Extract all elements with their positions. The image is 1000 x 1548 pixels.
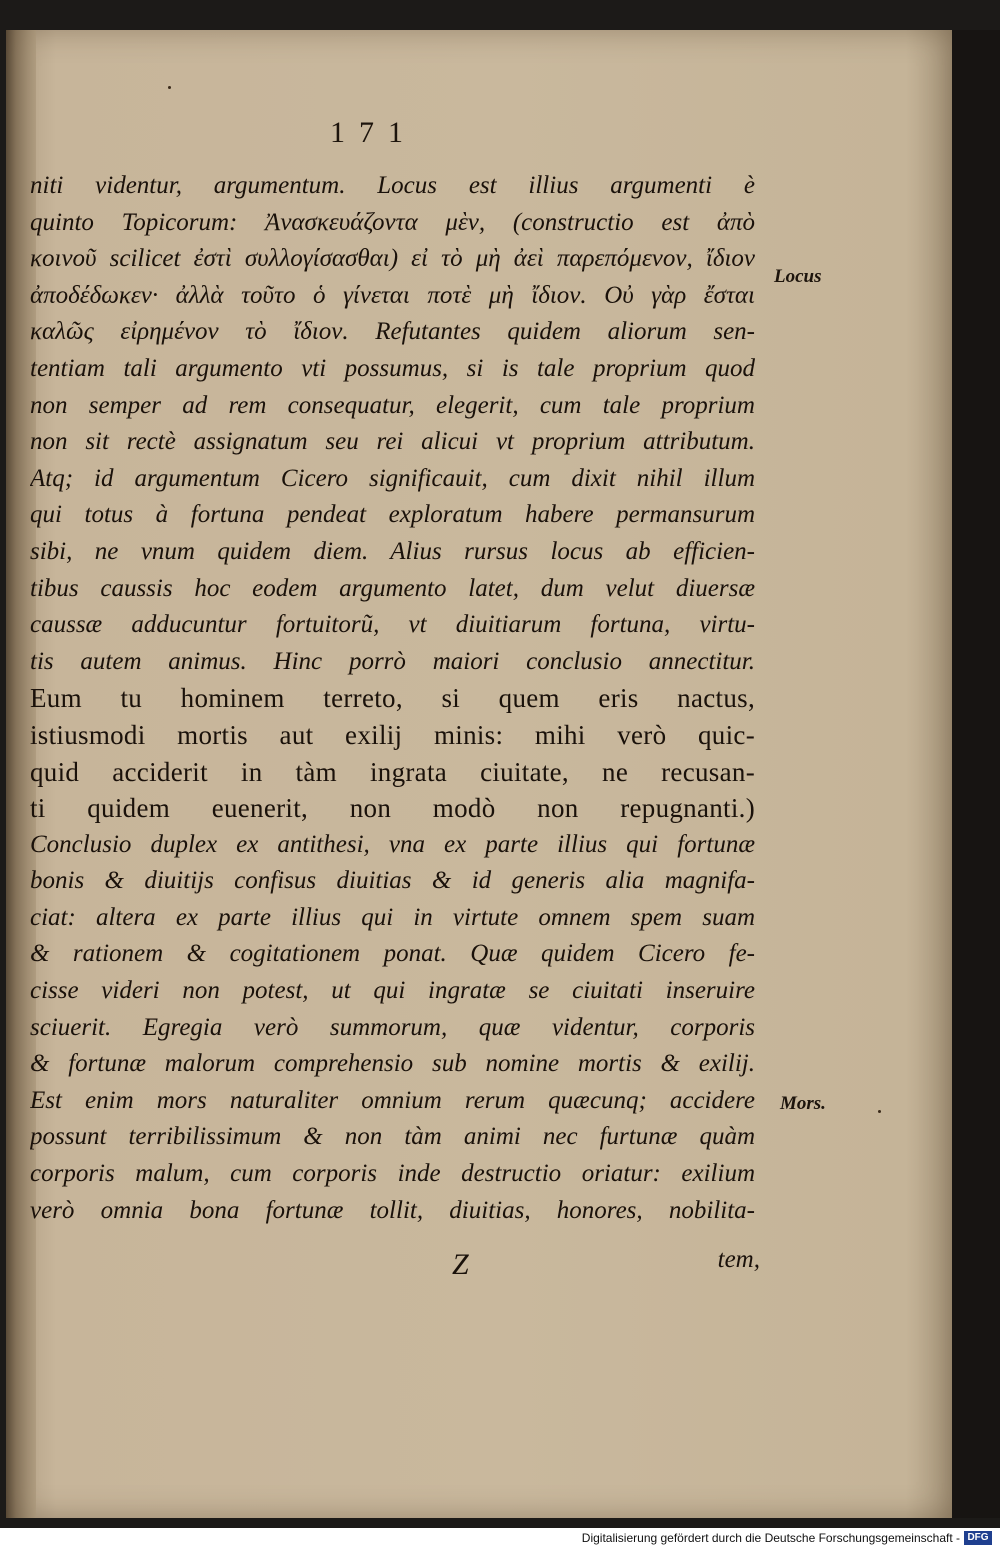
margin-note-locus: Locus [774,266,822,287]
text-line: istiusmodi mortis aut exilij minis: mihi verò quic- [30,719,755,750]
text-line: caussæ adducuntur fortuitorũ, vt diuitiarum fortuna, virtu- [30,611,755,639]
text-line: corporis malum, cum corporis inde destructio oriatur: exilium [30,1160,755,1188]
text-line: tibus caussis hoc eodem argumento latet, dum velut diuersæ [30,574,755,602]
text-line: Est enim mors naturaliter omnium rerum quæcunq; accidere [30,1086,755,1114]
paper-speck [168,86,171,89]
text-line: Atq; id argumentum Cicero significauit, cum dixit nihil illum [30,464,755,492]
text-line: qui totus à fortuna pendeat exploratum habere permansurum [30,501,755,529]
scan-right-edge [952,30,1000,1518]
text-line: & rationem & cogitationem ponat. Quæ quidem Cicero fe- [30,940,755,968]
text-line: non semper ad rem consequatur, elegerit, cum tale proprium [30,391,755,419]
main-text-block [30,168,755,1229]
text-line: tis autem animus. Hinc porrò maiori conclusio annectitur. [30,647,755,675]
catchword: tem, [717,1246,760,1273]
text-line: καλῶς εἰρημένον τὸ ἴδιον. Refutantes quidem aliorum sen- [30,318,755,346]
text-line: bonis & diuitijs confisus diuitias & id generis alia magnifa- [30,867,755,895]
text-line: ciat: altera ex parte illius qui in virtute omnem spem suam [30,903,755,931]
text-line: sciuerit. Egregia verò summorum, quæ videntur, corporis [30,1013,755,1041]
text-line: cisse videri non potest, ut qui ingratæ se ciuitati inseruire [30,977,755,1005]
footer-credit: Digitalisierung gefördert durch die Deutsche Forschungsgemeinschaft - [581,1531,960,1545]
text-line: quinto Topicorum: Ἀνασκευάζοντα μὲν, (constructio est ἀπὸ [30,208,755,236]
text-line: κοινοῦ scilicet ἐστὶ συλλογίσασθαι) εἰ τὸ μὴ ἀεὶ παρεπόμενον, ἴδιον [30,245,755,273]
text-line: & fortunæ malorum comprehensio sub nomine mortis & exilij. [30,1050,755,1078]
text-line: ἀποδέδωκεν· ἀλλὰ τοῦτο ὁ γίνεται ποτὲ μὴ ἴδιον. Οὐ γὰρ ἔσται [30,281,755,309]
text-line: ti quidem euenerit, non modò non repugnanti.) [30,793,755,824]
page-number: 171 [330,116,417,149]
text-line: possunt terribilissimum & non tàm animi nec furtunæ quàm [30,1123,755,1151]
text-line: niti videntur, argumentum. Locus est illius argumenti è [30,172,755,199]
text-line: verò omnia bona fortunæ tollit, diuitias, honores, nobilita- [30,1196,755,1224]
text-line: tentiam tali argumento vti possumus, si is tale proprium quod [30,354,755,382]
margin-note-mors: Mors. [780,1093,826,1114]
paper-speck [878,1110,881,1113]
dfg-logo: DFG [964,1531,992,1545]
text-line: quid acciderit in tàm ingrata ciuitate, ne recusan- [30,756,755,787]
text-line: Eum tu hominem terreto, si quem eris nactus, [30,683,755,714]
text-line: sibi, ne vnum quidem diem. Alius rursus locus ab efficien- [30,537,755,565]
text-line: non sit rectè assignatum seu rei alicui vt proprium attributum. [30,428,755,456]
signature-mark: Z [452,1248,469,1281]
text-line: Conclusio duplex ex antithesi, vna ex parte illius qui fortunæ [30,830,755,858]
